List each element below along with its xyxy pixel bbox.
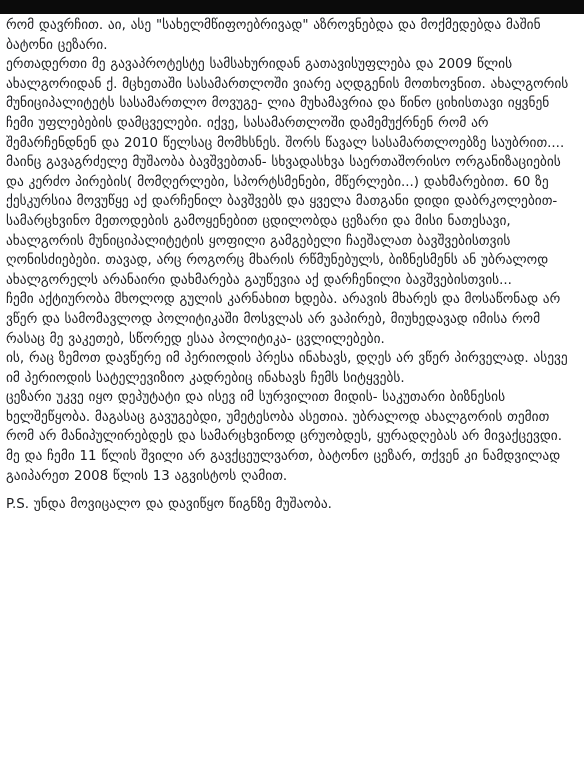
post-postscript: P.S. უნდა მოვიცალო და დავიწყო წიგნზე მუშაობა. — [6, 497, 332, 513]
top-bar — [0, 0, 584, 14]
post-paragraph: რომ დავრჩით. აი, ასე "სახელმწიფოებრივად" აზროვნებდა და მოქმედებდა მაშინ ბატონი ცეზარი. — [6, 18, 541, 53]
post-paragraph: ის, რაც ზემოთ დავწერე იმ პერიოდის პრესა ინახავს, დღეს არ ვწერ პირველად. ასევე იმ პერიოდის სატელევიზიო კადრებიც ინახავს ჩემს სიტყვებს. — [6, 351, 568, 386]
post-paragraph: ცეზარი უკვე იყო დეპუტატი და ისევ იმ სურვილით მიდის- საკუთარი ბიზნესის ხელშეწყობა. მაგასაც გავუგებდი, უმეტესობა ასეთია. უბრალოდ ახალგორის თემით რომ არ მანიპულირებდეს და სამარცხვინოდ ცრუობდეს, ყურადღებას არ მივაქცევდი. მე და ჩემი 11 წლის შვილი არ გავქცეულვართ, ბატონო ცეზარ, თქვენ კი ნამდვილად გაიპარეთ 2008 წლის 13 აგვისტოს ღამით. — [6, 390, 562, 484]
post-paragraph: მაინც გავაგრძელე მუშაობა ბავშვებთან- სხვადასხვა საერთაშორისო ორგანიზაციების და კერძო პირების( მომღერლები, სპორტსმენები, მწერლები...) დახმარებით. 60 ზე ქესკურსია მოვუწყე აქ დარჩენილ ბავშვებს და ყველა მათგანი დიდი დაბრკოლებით- სამარცხვინო მეთოდების გამოყენებით ცდილობდა ცეზარი და მისი ნათესავი, ახალგორის მუნიციპალიტეტის ყოფილი გამგებელი ჩაეშალათ ბავშვებისთვის ღონისძიებები. თავად, არც როგორც მხარის რწმუნებულს, ბიზნესმენს ან უბრალოდ ახალგორელს არანაირი დახმარება გაუწევია აქ დარჩენილი ბავშვებისთვის... — [6, 155, 561, 288]
post-paragraph: ერთადერთი მე გავაპროტესტე სამსახურიდან გათავისუფლება და 2009 წლის ახალგორიდან ქ. მცხეთაში სასამართლოში ვიარე აღდგენის მოთხოვნით. ახალგორის მუნიციპალიტეტს სასამართლო მოვუგე- ლია მუხამავრია და წინო ციხისთავი იყვნენ ჩემი უფლებების დამცველები. იქვე, სასამართლოში დამემუქრნენ რომ არ შემარჩენდნენ და 2010 წელსაც მომხსნეს. შორს წავალ სასამართლოებზე საუბრით.... — [6, 57, 569, 151]
post-body — [6, 16, 580, 515]
post-paragraph: ჩემი აქტიურობა მხოლოდ გულის კარნახით ხდება. არავის მხარეს და მოსაწონად არ ვწერ და სამომავლოდ პოლიტიკაში მოსვლას არ ვაპირებ, მიუხედავად იმისა რომ რასაც მე ვაკეთებ, სწორედ ესაა პოლიტიკა- ცვლილებები. — [6, 292, 561, 347]
